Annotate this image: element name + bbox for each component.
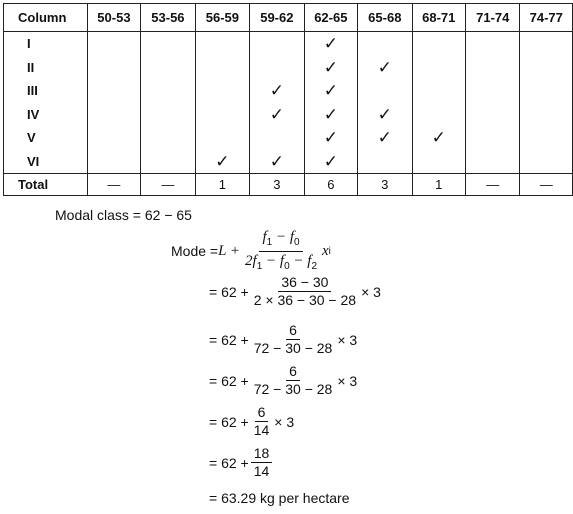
tally-cell	[195, 126, 249, 150]
row-label: IV	[4, 103, 88, 127]
check-mark-icon: ✓	[269, 81, 284, 101]
tally-cell	[304, 103, 357, 127]
tally-cell	[141, 126, 195, 150]
step-4	[209, 405, 294, 438]
tally-cell	[520, 56, 573, 80]
step-suffix: × 3	[361, 283, 381, 300]
check-mark-icon: ✓	[269, 151, 284, 171]
formula-base: L +	[218, 242, 241, 259]
check-mark-icon: ✓	[323, 34, 338, 54]
tally-cell	[412, 32, 465, 56]
tally-cell	[195, 32, 249, 56]
formula-denominator: $2f_1 - f_0 - f_2$	[245, 252, 317, 272]
tally-cell	[304, 79, 357, 103]
tally-cell	[87, 103, 140, 127]
total-value: 3	[358, 174, 412, 196]
check-mark-icon: ✓	[323, 81, 338, 101]
step-denominator: 72 − 30 − 28	[253, 340, 333, 356]
tally-cell	[466, 150, 520, 174]
step-1	[209, 275, 381, 308]
tally-cell	[412, 79, 465, 103]
total-value: —	[466, 174, 520, 196]
step-denominator: 14	[253, 422, 270, 438]
column-header-label: Column	[4, 4, 88, 32]
column-header-class: 56-59	[195, 4, 249, 32]
tally-cell	[195, 103, 249, 127]
total-label: Total	[4, 174, 88, 196]
step-fraction	[251, 323, 336, 356]
tally-cell	[250, 126, 304, 150]
tally-cell	[250, 56, 304, 80]
step-suffix: × 3	[274, 413, 295, 430]
tally-cell	[87, 32, 140, 56]
tally-cell	[87, 79, 140, 103]
tally-cell	[520, 32, 573, 56]
tally-cell	[250, 32, 304, 56]
table-row	[4, 150, 573, 174]
row-label: V	[4, 126, 88, 150]
column-header-class: 62-65	[304, 4, 357, 32]
tally-cell	[250, 103, 304, 127]
total-value: 1	[195, 174, 249, 196]
column-header-class: 65-68	[358, 4, 412, 32]
step-fraction	[251, 275, 359, 308]
step-5	[209, 446, 274, 479]
tally-cell	[250, 150, 304, 174]
tally-cell	[304, 126, 357, 150]
tally-cell	[358, 79, 412, 103]
modal-class-text: Modal class = 62 − 65	[55, 207, 192, 223]
grouping-table	[3, 3, 573, 196]
check-mark-icon: ✓	[323, 104, 338, 124]
check-mark-icon: ✓	[431, 128, 446, 148]
step-prefix: = 62 +	[209, 331, 249, 348]
tally-cell	[358, 126, 412, 150]
check-mark-icon: ✓	[323, 151, 338, 171]
tally-cell	[195, 150, 249, 174]
tally-cell	[466, 56, 520, 80]
formula-x: x	[322, 242, 329, 259]
tally-cell	[466, 79, 520, 103]
tally-cell	[87, 150, 140, 174]
step-prefix: = 62 +	[209, 283, 249, 300]
tally-cell	[87, 56, 140, 80]
table-row	[4, 126, 573, 150]
table-row	[4, 79, 573, 103]
step-fraction	[251, 405, 273, 438]
tally-cell	[141, 32, 195, 56]
modal-class-line	[55, 207, 192, 223]
tally-cell	[520, 150, 573, 174]
tally-cell	[466, 32, 520, 56]
tally-cell	[466, 126, 520, 150]
row-label: III	[4, 79, 88, 103]
step-suffix: × 3	[337, 372, 358, 389]
total-value: —	[141, 174, 195, 196]
step-fraction	[251, 364, 336, 397]
check-mark-icon: ✓	[377, 57, 392, 77]
tally-cell	[304, 56, 357, 80]
total-value: —	[520, 174, 573, 196]
formula-fraction	[242, 229, 320, 274]
total-value: 3	[250, 174, 304, 196]
step-denominator: 14	[253, 463, 270, 479]
tally-cell	[87, 126, 140, 150]
tally-cell	[520, 126, 573, 150]
step-denominator: 72 − 30 − 28	[253, 381, 333, 397]
column-header-class: 74-77	[520, 4, 573, 32]
tally-cell	[520, 103, 573, 127]
step-2	[209, 323, 357, 356]
total-value: 1	[412, 174, 465, 196]
column-header-class: 59-62	[250, 4, 304, 32]
check-mark-icon: ✓	[377, 104, 392, 124]
table-row	[4, 32, 573, 56]
tally-cell	[466, 103, 520, 127]
tally-cell	[141, 150, 195, 174]
mode-label: Mode =	[171, 243, 219, 260]
table-row	[4, 56, 573, 80]
column-header-class: 68-71	[412, 4, 465, 32]
row-label: II	[4, 56, 88, 80]
step-numerator: 6	[255, 405, 269, 422]
column-header-class: 50-53	[87, 4, 140, 32]
step-fraction	[251, 446, 273, 479]
total-value: —	[87, 174, 140, 196]
tally-cell	[141, 79, 195, 103]
tally-cell	[358, 56, 412, 80]
total-value: 6	[304, 174, 357, 196]
tally-cell	[412, 150, 465, 174]
tally-cell	[412, 126, 465, 150]
step-numerator: 6	[286, 364, 300, 381]
column-header-class: 71-74	[466, 4, 520, 32]
tally-cell	[520, 79, 573, 103]
mode-formula-line	[171, 229, 331, 274]
tally-cell	[195, 56, 249, 80]
tally-cell	[412, 56, 465, 80]
tally-cell	[358, 150, 412, 174]
check-mark-icon: ✓	[377, 128, 392, 148]
tally-cell	[141, 56, 195, 80]
tally-cell	[250, 79, 304, 103]
formula-numerator: $f_1 - f_0$	[259, 229, 302, 252]
row-label: I	[4, 32, 88, 56]
step-suffix: × 3	[337, 331, 358, 348]
header-row	[4, 4, 573, 32]
check-mark-icon: ✓	[323, 128, 338, 148]
tally-cell	[195, 79, 249, 103]
tally-cell	[304, 150, 357, 174]
table-body	[4, 32, 573, 174]
result-text: = 63.29 kg per hectare	[209, 490, 350, 506]
tally-cell	[304, 32, 357, 56]
step-denominator: 2 × 36 − 30 − 28	[253, 292, 357, 308]
step-numerator: 6	[286, 323, 300, 340]
tally-cell	[358, 103, 412, 127]
formula-x-sub: i	[328, 245, 331, 257]
step-numerator: 36 − 30	[278, 275, 331, 292]
check-mark-icon: ✓	[323, 57, 338, 77]
step-3	[209, 364, 357, 397]
tally-cell	[141, 103, 195, 127]
step-prefix: = 62 +	[209, 372, 249, 389]
check-mark-icon: ✓	[215, 151, 230, 171]
row-label: VI	[4, 150, 88, 174]
step-prefix: = 62 +	[209, 454, 249, 471]
table-row	[4, 103, 573, 127]
tally-cell	[358, 32, 412, 56]
total-row	[4, 174, 573, 196]
check-mark-icon: ✓	[269, 104, 284, 124]
column-header-class: 53-56	[141, 4, 195, 32]
tally-cell	[412, 103, 465, 127]
step-numerator: 18	[251, 446, 273, 463]
step-prefix: = 62 +	[209, 413, 249, 430]
result-line	[209, 490, 350, 506]
